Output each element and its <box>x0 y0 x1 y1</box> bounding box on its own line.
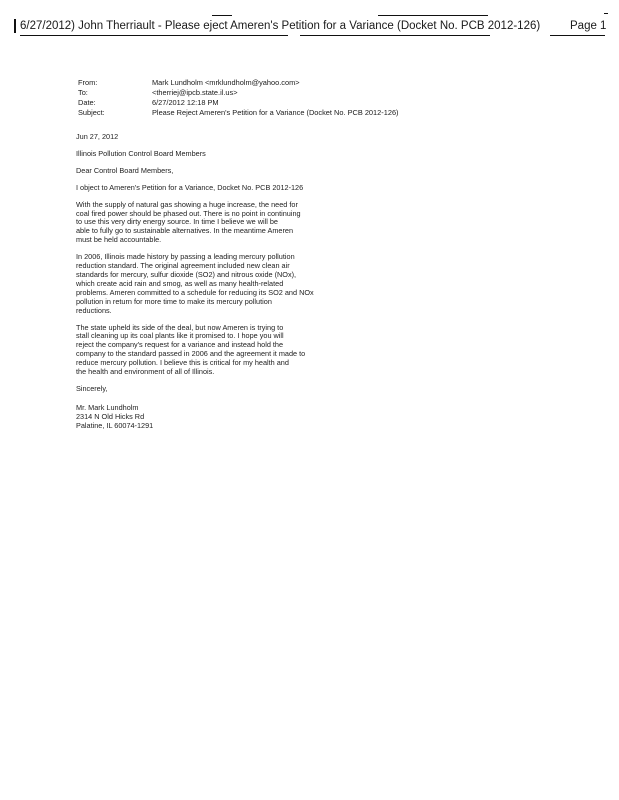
signature-name: Mr. Mark Lundholm <box>76 402 139 412</box>
signature-block <box>76 404 356 431</box>
letter-recipient: Illinois Pollution Control Board Members <box>76 148 206 158</box>
letter-salutation: Dear Control Board Members, <box>76 165 174 175</box>
page-number: Page 1 <box>570 20 607 32</box>
header-overline <box>212 15 232 16</box>
from-label: From: <box>78 78 98 87</box>
from-value: Mark Lundholm <mrklundholm@yahoo.com> <box>152 78 300 87</box>
page-underline <box>550 35 605 36</box>
to-label: To: <box>78 88 88 97</box>
letter-closing: Sincerely, <box>76 383 108 393</box>
letter-paragraph: I object to Ameren's Petition for a Variance, Docket No. PCB 2012-126 <box>76 182 304 192</box>
to-value: <therriej@ipcb.state.il.us> <box>152 88 238 97</box>
date-value: 6/27/2012 12:18 PM <box>152 98 219 107</box>
subject-label: Subject: <box>78 108 105 117</box>
letter-paragraph: The state upheld its side of the deal, but now Ameren is trying to stall cleaning up its coal plants like it promised to. I hope you will reject the company's request for a variance and instead hold the company to the standard passed in 2006 and the agreement it made to reduce mercury pollution. I believe this is critical for my health and the health and environment of all of Illinois. <box>76 322 306 377</box>
letter-paragraph: In 2006, Illinois made history by passing a leading mercury pollution reduction standard. The original agreement included new clean air standards for mercury, sulfur dioxide (SO2) and nitrous oxide (NOx), which create acid rain and smog, as well as many health-related problems. Ameren committed to a schedule for reducing its SO2 and NOx pollution in return for more time to make its mercury pollution reductions. <box>76 252 314 315</box>
header-left-mark <box>14 19 16 33</box>
header-title: 6/27/2012) John Therriault - Please eject Ameren's Petition for a Variance (Docket No. PCB 2012-126) <box>20 20 541 32</box>
signature-address: 2314 N Old Hicks Rd <box>76 411 145 421</box>
letter-body <box>76 133 356 431</box>
letter-date: Jun 27, 2012 <box>76 132 119 141</box>
signature-city: Palatine, IL 60074-1291 <box>76 420 154 430</box>
letter-paragraph: With the supply of natural gas showing a huge increase, the need for coal fired power should be phased out. There is no point in continuing to use this very dirty energy source. In time I believe we will be able to fully go to sustainable alternatives. In the meantime Ameren must be held accountable. <box>76 199 301 245</box>
header-underline <box>20 35 288 36</box>
date-label: Date: <box>78 98 96 107</box>
header-underline <box>300 35 490 36</box>
subject-value: Please Reject Ameren's Petition for a Variance (Docket No. PCB 2012-126) <box>152 108 399 117</box>
header-overline <box>378 15 488 16</box>
page-tick <box>604 13 608 14</box>
